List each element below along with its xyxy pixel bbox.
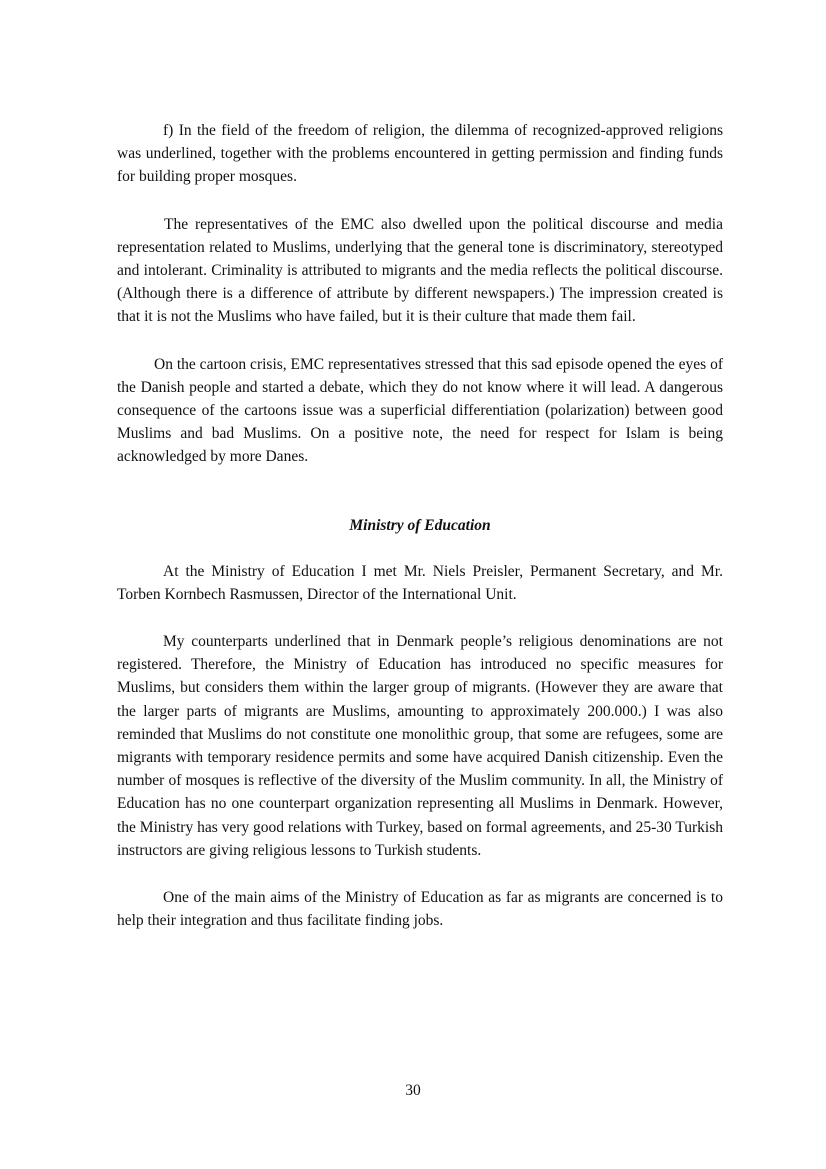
paragraph-religious-denominations: My counterparts underlined that in Denmark people’s religious denominations are not registered. Therefore, the Ministry of Education has introduced no specific measures for Muslims, but considers them within the larger group of migrants. (However they are aware that the larger parts of migrants are Muslims, amounting to approximately 200.000.) I was also reminded that Muslims do not constitute one monolithic group, that some are refugees, some are migrants with temporary residence permits and some have acquired Danish citizenship. Even the number of mosques is reflective of the diversity of the Muslim community. In all, the Ministry of Education has no one counterpart organization representing all Muslims in Denmark. However, the Ministry has very good relations with Turkey, based on formal agreements, and 25-30 Turkish instructors are giving religious lessons to Turkish students. — [117, 633, 724, 859]
paragraph-ministry-meeting: At the Ministry of Education I met Mr. Niels Preisler, Permanent Secretary, and Mr. Torben Kornbech Rasmussen, Director of the International Unit. — [117, 562, 723, 603]
section-heading: Ministry of Education — [349, 516, 491, 534]
paragraph-integration-aims: One of the main aims of the Ministry of Education as far as migrants are concerned is to help their integration and thus facilitate finding jobs. — [117, 889, 723, 930]
page-number: 30 — [405, 1082, 421, 1099]
document-page — [117, 119, 723, 932]
paragraph-freedom-of-religion: f) In the field of the freedom of religion, the dilemma of recognized-approved religions was underlined, together with the problems encountered in getting permission and finding funds for building proper mosques. — [117, 122, 723, 186]
paragraph-media-representation: The representatives of the EMC also dwelled upon the political discourse and media representation related to Muslims, underlying that the general tone is discriminatory, stereotyped and intolerant. Criminality is attributed to migrants and the media reflects the political discourse. (Although there is a difference of attribute by different newspapers.) The impression created is that it is not the Muslims who have failed, but it is their culture that made them fail. — [117, 215, 723, 326]
paragraph-cartoon-crisis: On the cartoon crisis, EMC representatives stressed that this sad episode opened the eyes of the Danish people and started a debate, which they do not know where it will lead. A dangerous consequence of the cartoons issue was a superficial differentiation (polarization) between good Muslims and bad Muslims. On a positive note, the need for respect for Islam is being acknowledged by more Danes. — [117, 355, 723, 466]
